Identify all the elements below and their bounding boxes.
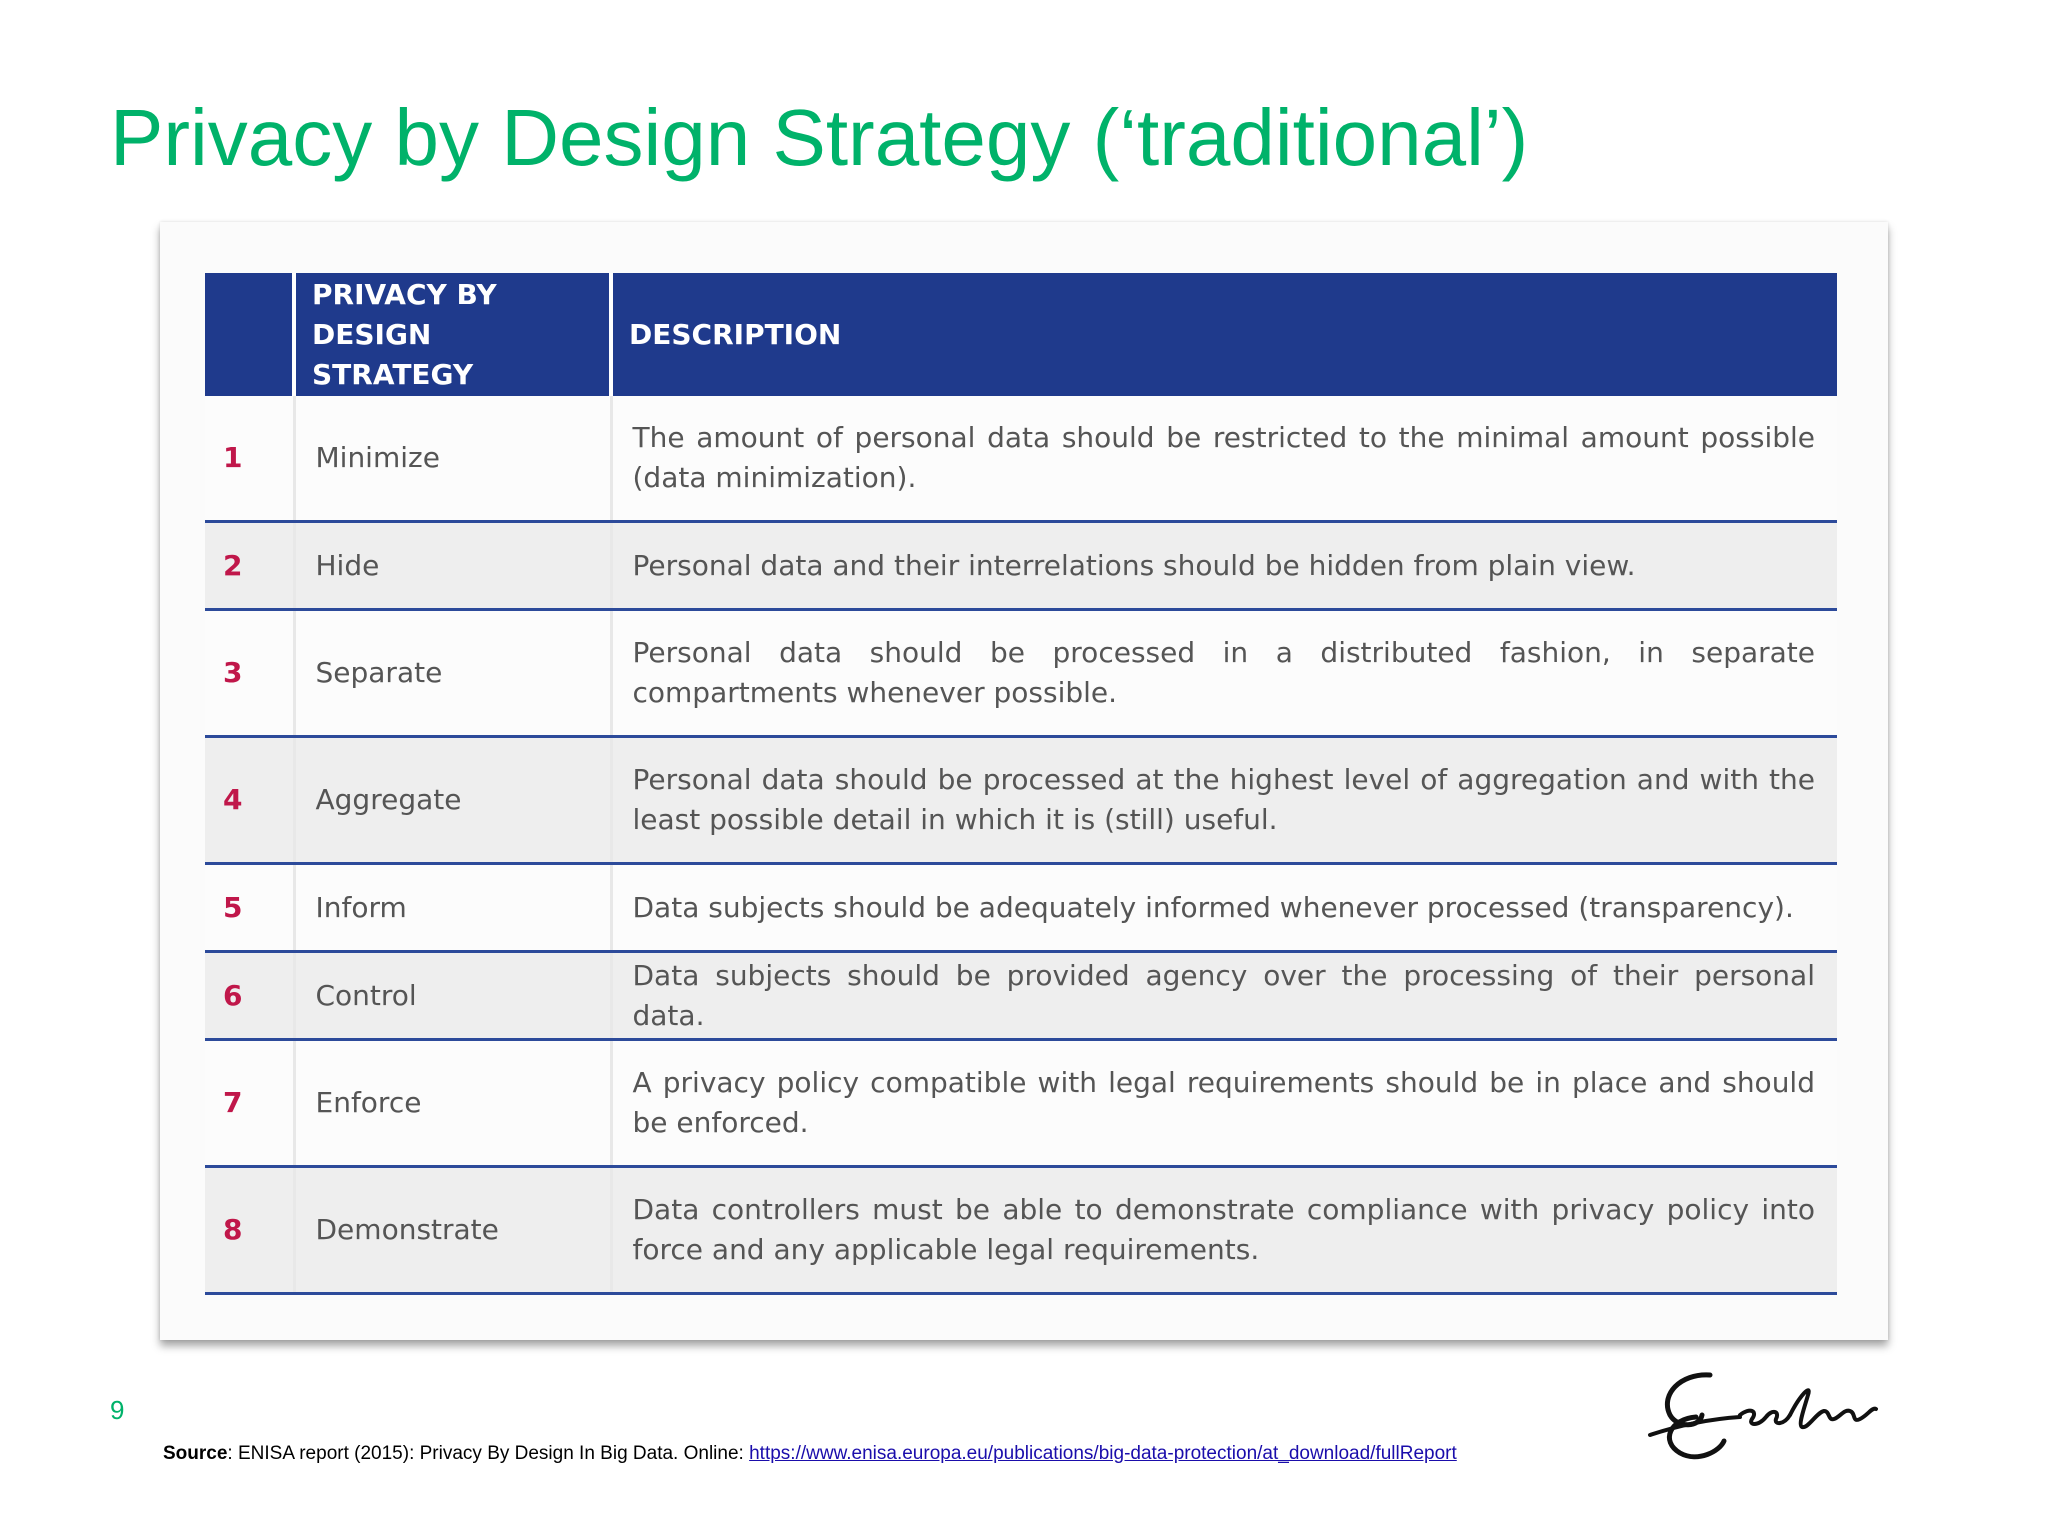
- row-number: 5: [205, 864, 294, 952]
- table-row: [205, 1167, 1837, 1294]
- table-row: [205, 610, 1837, 737]
- slide-title: Privacy by Design Strategy (‘traditional’): [110, 93, 1529, 182]
- header-number: [205, 273, 294, 396]
- page-number: 9: [110, 1395, 125, 1425]
- row-description: Personal data and their interrelations should be hidden from plain view.: [611, 522, 1837, 610]
- row-description: The amount of personal data should be restricted to the minimal amount possible (data minimization).: [611, 396, 1837, 522]
- row-strategy: Separate: [294, 610, 611, 737]
- row-description: Personal data should be processed at the highest level of aggregation and with the least possible detail in which it is (still) useful.: [611, 737, 1837, 864]
- table-row: [205, 864, 1837, 952]
- table-row: [205, 952, 1837, 1040]
- table-row: [205, 1040, 1837, 1167]
- table-row: [205, 737, 1837, 864]
- row-strategy: Demonstrate: [294, 1167, 611, 1294]
- table-row: [205, 396, 1837, 522]
- row-description: Data subjects should be adequately informed whenever processed (transparency).: [611, 864, 1837, 952]
- row-description: Data subjects should be provided agency over the processing of their personal data.: [611, 952, 1837, 1040]
- table-row: [205, 522, 1837, 610]
- strategy-table-wrapper: [205, 273, 1837, 1295]
- row-strategy: Inform: [294, 864, 611, 952]
- row-number: 2: [205, 522, 294, 610]
- source-citation: [163, 1443, 1457, 1465]
- row-description: A privacy policy compatible with legal requirements should be in place and should be enforced.: [611, 1040, 1837, 1167]
- row-strategy: Control: [294, 952, 611, 1040]
- row-number: 4: [205, 737, 294, 864]
- row-number: 6: [205, 952, 294, 1040]
- row-strategy: Hide: [294, 522, 611, 610]
- source-label: Source: [163, 1443, 228, 1464]
- table-image-card: [160, 222, 1888, 1340]
- row-number: 3: [205, 610, 294, 737]
- row-number: 8: [205, 1167, 294, 1294]
- row-strategy: Aggregate: [294, 737, 611, 864]
- source-text: : ENISA report (2015): Privacy By Design In Big Data. Online:: [227, 1443, 750, 1464]
- privacy-strategy-table: [205, 273, 1837, 1295]
- table-header-row: [205, 273, 1837, 396]
- row-strategy: Enforce: [294, 1040, 611, 1167]
- header-strategy: PRIVACY BY DESIGN STRATEGY: [294, 273, 611, 396]
- row-description: Personal data should be processed in a distributed fashion, in separate compartments whenever possible.: [611, 610, 1837, 737]
- source-link[interactable]: https://www.enisa.europa.eu/publications/big-data-protection/at_download/fullReport: [749, 1443, 1457, 1464]
- header-description: DESCRIPTION: [611, 273, 1837, 396]
- row-number: 7: [205, 1040, 294, 1167]
- erasmus-signature-logo-icon: [1640, 1355, 1940, 1475]
- row-description: Data controllers must be able to demonstrate compliance with privacy policy into force and any applicable legal requirements.: [611, 1167, 1837, 1294]
- row-strategy: Minimize: [294, 396, 611, 522]
- row-number: 1: [205, 396, 294, 522]
